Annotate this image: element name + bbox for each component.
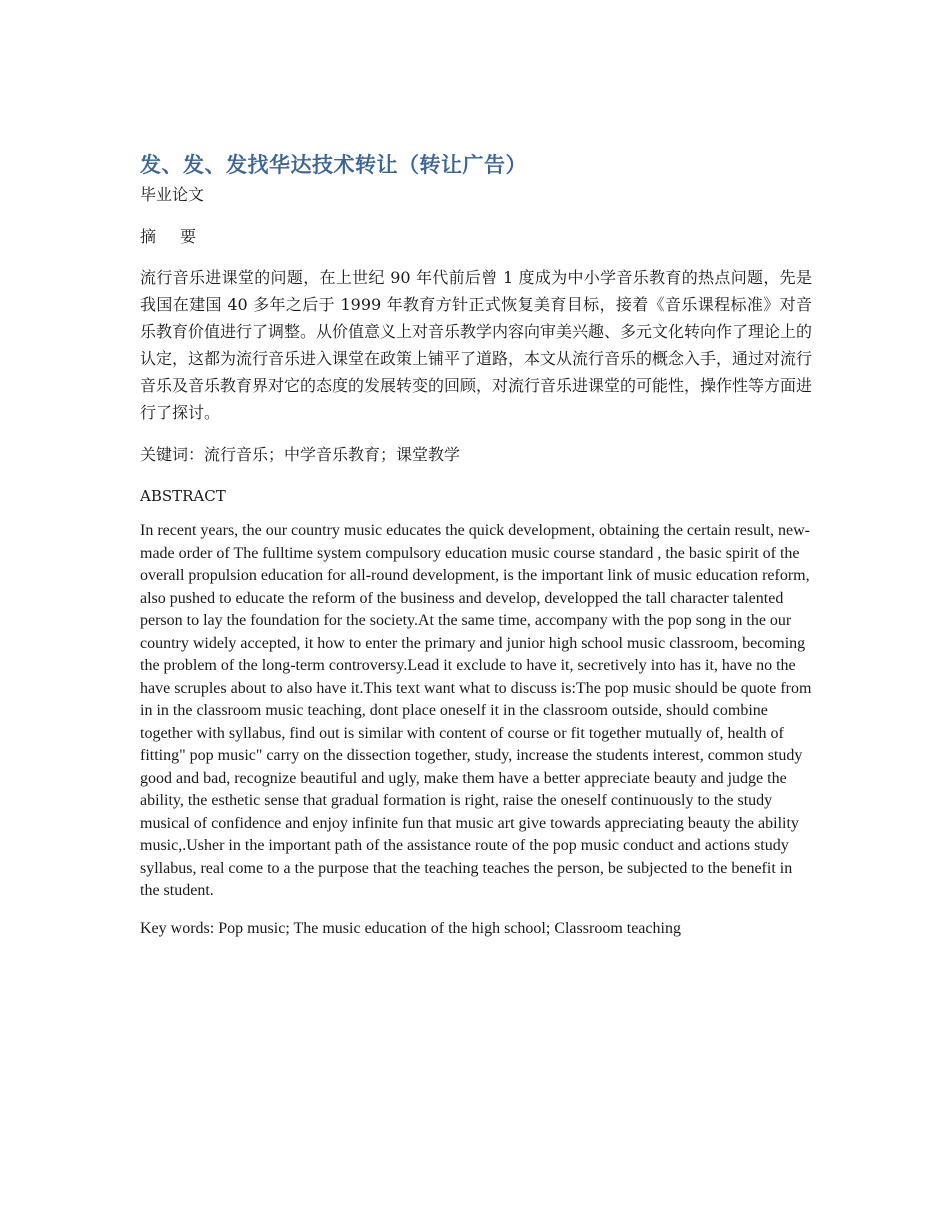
abstract-english: In recent years, the our country music educates the quick development, obtaining the certain result, new-made order of The fulltime system compulsory education music course standard , the basic spirit of the overall propulsion education for all-round development, is the important link of music education reform, also pushed to educate the reform of the business and develop, developped the tall character talented person to lay the foundation for the society.At the same time, accompany with the pop song in the our country widely accepted, it how to enter the primary and junior high school music classroom, becoming the problem of the long-term controversy.Lead it exclude to have it, secretively into has it, have no the have scruples about to also have it.This text want what to discuss is:The pop music should be quote from in in the classroom music teaching, dont place oneself it in the classroom outside, should combine together with syllabus, find out is similar with content of course or fit together mutually of, health of fitting" pop music" carry on the dissection together, study, increase the students interest, common study good and bad, recognize beautiful and ugly, make them have a better appreciate beauty and judge the ability, the esthetic sense that gradual formation is right, raise the oneself continuously to the study musical of confidence and enjoy infinite fun that music art give towards appreciating beauty the ability music,.Usher in the important path of the assistance route of the pop music conduct and actions study syllabus, real come to a the purpose that the teaching teaches the person, be subjected to the benefit in the student. xyxy=(140,522,812,899)
abstract-chinese: 流行音乐进课堂的问题，在上世纪 90 年代前后曾 1 度成为中小学音乐教育的热点问题，先是我国在建国 40 多年之后于 1999 年教育方针正式恢复美育目标，接着《音乐课程标准》对音乐教育价值进行了调整。从价值意义上对音乐教学内容向审美兴趣、多元文化转向作了理论上的认定，这都为流行音乐进入课堂在政策上铺平了道路，本文从流行音乐的概念入手，通过对流行音乐及音乐教育界对它的态度的发展转变的回顾，对流行音乐进课堂的可能性，操作性等方面进行了探讨。 xyxy=(140,268,813,422)
document-page xyxy=(140,150,812,941)
document-title: 发、发、发找华达技术转让（转让广告） xyxy=(140,153,527,177)
document-subtitle: 毕业论文 xyxy=(140,185,205,204)
keywords-chinese: 关键词：流行音乐；中学音乐教育；课堂教学 xyxy=(140,445,461,464)
abstract-heading-chinese: 摘 要 xyxy=(140,227,201,246)
abstract-heading-english: ABSTRACT xyxy=(140,487,226,505)
keywords-english: Key words: Pop music; The music education of the high school; Classroom teaching xyxy=(140,919,681,937)
